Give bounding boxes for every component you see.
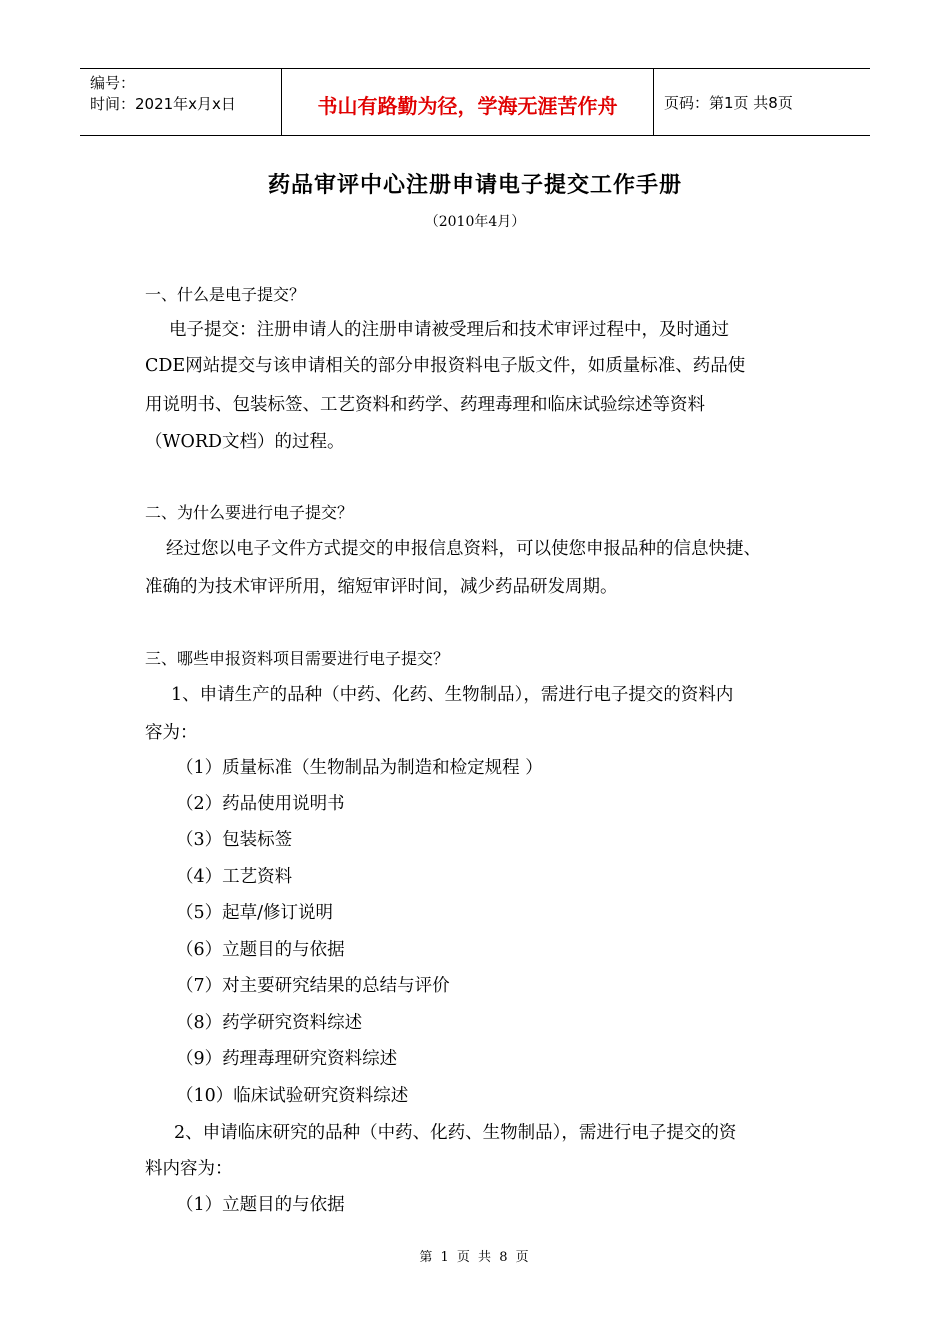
list-item: （6）立题目的与依据 (176, 940, 345, 960)
list-item: （4）工艺资料 (176, 867, 293, 887)
list-item: （7）对主要研究结果的总结与评价 (176, 976, 450, 996)
list-item: （1）质量标准（生物制品为制造和检定规程 ） (176, 758, 543, 778)
paragraph-line: 料内容为： (145, 1159, 233, 1179)
document-date: （2010年4月） (424, 214, 526, 230)
list-item: （9）药理毒理研究资料综述 (176, 1049, 398, 1069)
list-item: （8）药学研究资料综述 (176, 1013, 363, 1033)
paragraph-line: 经过您以电子文件方式提交的申报信息资料，可以使您申报品种的信息快捷、 (166, 539, 761, 559)
header-number-label: 编号： (90, 74, 136, 92)
page-footer: 第 1 页 共 8 页 (419, 1250, 531, 1265)
paragraph-line: CDE网站提交与该申请相关的部分申报资料电子版文件，如质量标准、药品使 (145, 356, 746, 376)
paragraph-line: 容为： (145, 723, 198, 743)
paragraph-line: 准确的为技术审评所用，缩短审评时间，减少药品研发周期。 (145, 577, 618, 597)
section-3-heading: 三、哪些申报资料项目需要进行电子提交？ (145, 649, 450, 668)
header-page-info: 页码：第1页 共8页 (664, 93, 793, 112)
paragraph-line: （WORD文档）的过程。 (145, 432, 345, 452)
list-item: （10）临床试验研究资料综述 (176, 1086, 409, 1106)
paragraph-line: 2、申请临床研究的品种（中药、化药、生物制品），需进行电子提交的资 (174, 1123, 737, 1143)
list-item: （5）起草/修订说明 (176, 903, 334, 923)
list-item: （1）立题目的与依据 (176, 1195, 345, 1215)
paragraph-line: 电子提交：注册申请人的注册申请被受理后和技术审评过程中，及时通过 (169, 320, 729, 340)
header-table (80, 68, 870, 136)
section-2-heading: 二、为什么要进行电子提交？ (145, 503, 354, 522)
header-motto: 书山有路勤为径，学海无涯苦作舟 (282, 69, 654, 135)
list-item: （2）药品使用说明书 (176, 794, 345, 814)
header-left-cell (80, 69, 282, 135)
paragraph-line: 用说明书、包装标签、工艺资料和药学、药理毒理和临床试验综述等资料 (145, 395, 705, 415)
list-item: （3）包装标签 (176, 830, 293, 850)
paragraph-line: 1、申请生产的品种（中药、化药、生物制品），需进行电子提交的资料内 (171, 685, 734, 705)
header-time-label: 时间：2021年x月x日 (90, 95, 236, 113)
document-title: 药品审评中心注册申请电子提交工作手册 (267, 173, 682, 198)
section-1-heading: 一、什么是电子提交？ (145, 285, 306, 304)
